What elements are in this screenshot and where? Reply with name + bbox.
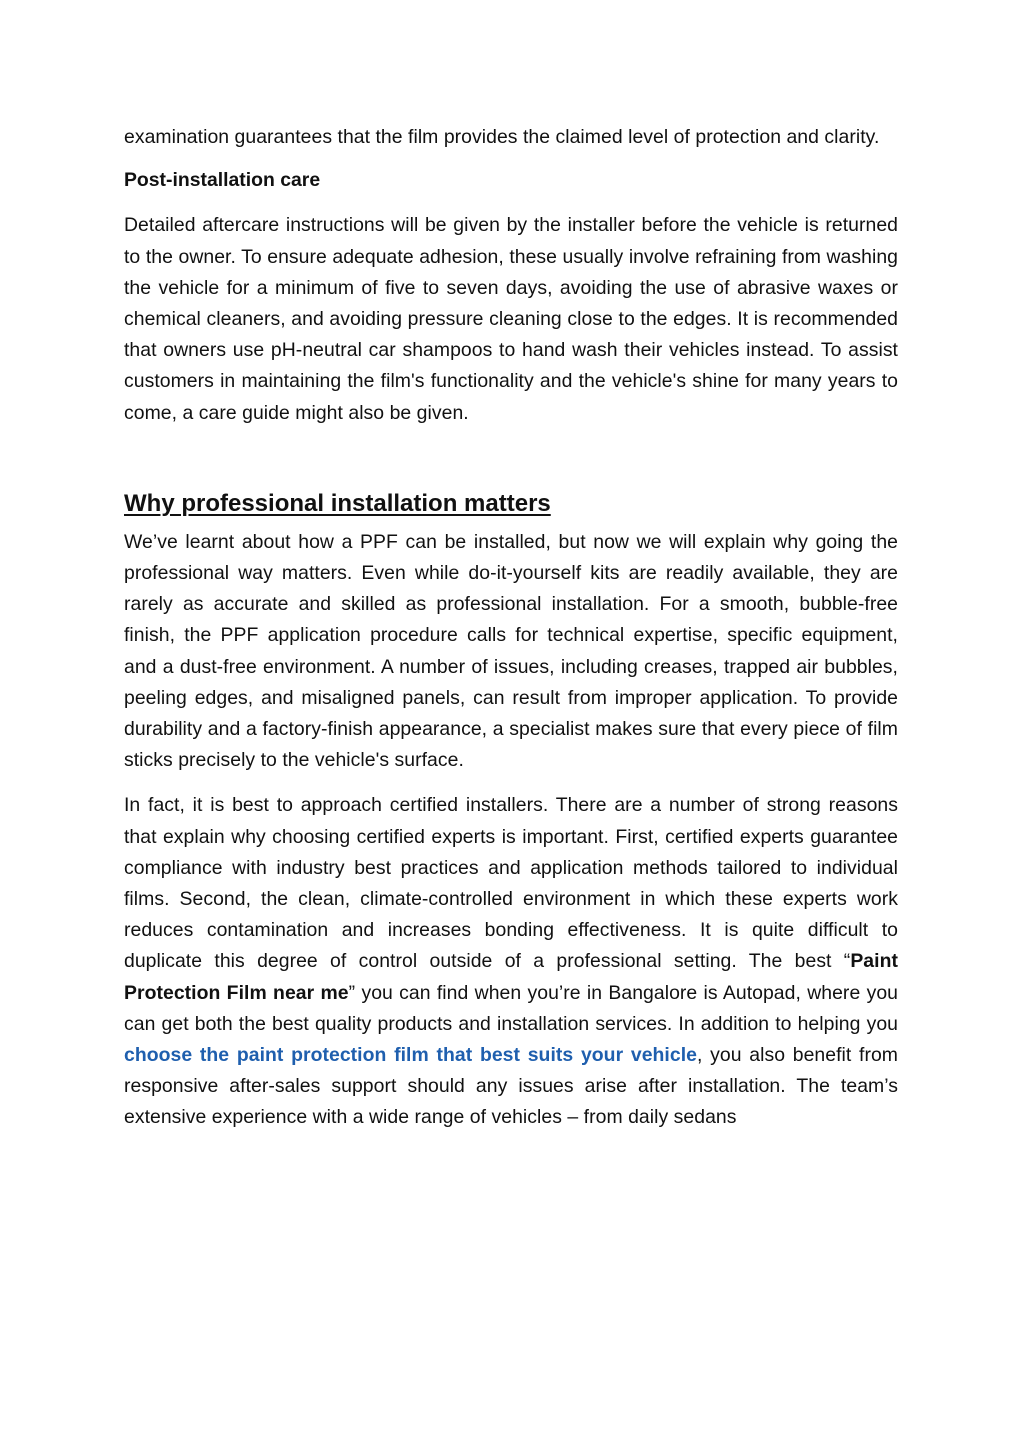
paragraph-2-text-b: ” you can find when you’re in Bangalore is Autopad, where you can get both the best quality products and installation services. In addition to helping you	[124, 981, 898, 1035]
post-installation-heading: Post-installation care	[124, 169, 321, 192]
choose-ppf-link[interactable]: choose the paint protection film that best suits your vehicle	[124, 1044, 697, 1067]
document-page	[124, 122, 898, 1134]
paint-protection-film-keyword: Paint Protection Film near me	[124, 950, 898, 1004]
why-professional-paragraph-1: We’ve learnt about how a PPF can be installed, but now we will explain why going the professional way matters. Even while do-it-yourself kits are readily available, they are rarely as accurate and skilled as professional installation. For a smooth, bubble-free finish, the PPF application procedure calls for technical expertise, specific equipment, and a dust-free environment. A number of issues, including creases, trapped air bubbles, peeling edges, and misaligned panels, can result from improper application. To provide durability and a factory-finish appearance, a specialist makes sure that every piece of film sticks precisely to the vehicle's surface.	[124, 530, 898, 772]
paragraph-2-text-c: , you also benefit from responsive after-sales support should any issues arise after installation. The team’s extensive experience with a wide range of vehicles – from daily sedans	[124, 1044, 898, 1129]
why-professional-heading: Why professional installation matters	[124, 489, 551, 517]
paragraph-2-text-a: In fact, it is best to approach certified installers. There are a number of strong reasons that explain why choosing certified experts is important. First, certified experts guarantee compliance with industry best practices and application methods tailored to individual films. Second, the clean, climate-controlled environment in which these experts work reduces contamination and increases bonding effectiveness. It is quite difficult to duplicate this degree of control outside of a professional setting. The best “	[124, 794, 898, 973]
post-installation-paragraph: Detailed aftercare instructions will be given by the installer before the vehicle is returned to the owner. To ensure adequate adhesion, these usually involve refraining from washing the vehicle for a minimum of five to seven days, avoiding the use of abrasive waxes or chemical cleaners, and avoiding pressure cleaning close to the edges. It is recommended that owners use pH-neutral car shampoos to hand wash their vehicles instead. To assist customers in maintaining the film's functionality and the vehicle's shine for many years to come, a care guide might also be given.	[124, 214, 898, 424]
why-professional-paragraph-2	[124, 790, 898, 1133]
intro-paragraph: examination guarantees that the film provides the claimed level of protection and clarity.	[124, 126, 880, 148]
